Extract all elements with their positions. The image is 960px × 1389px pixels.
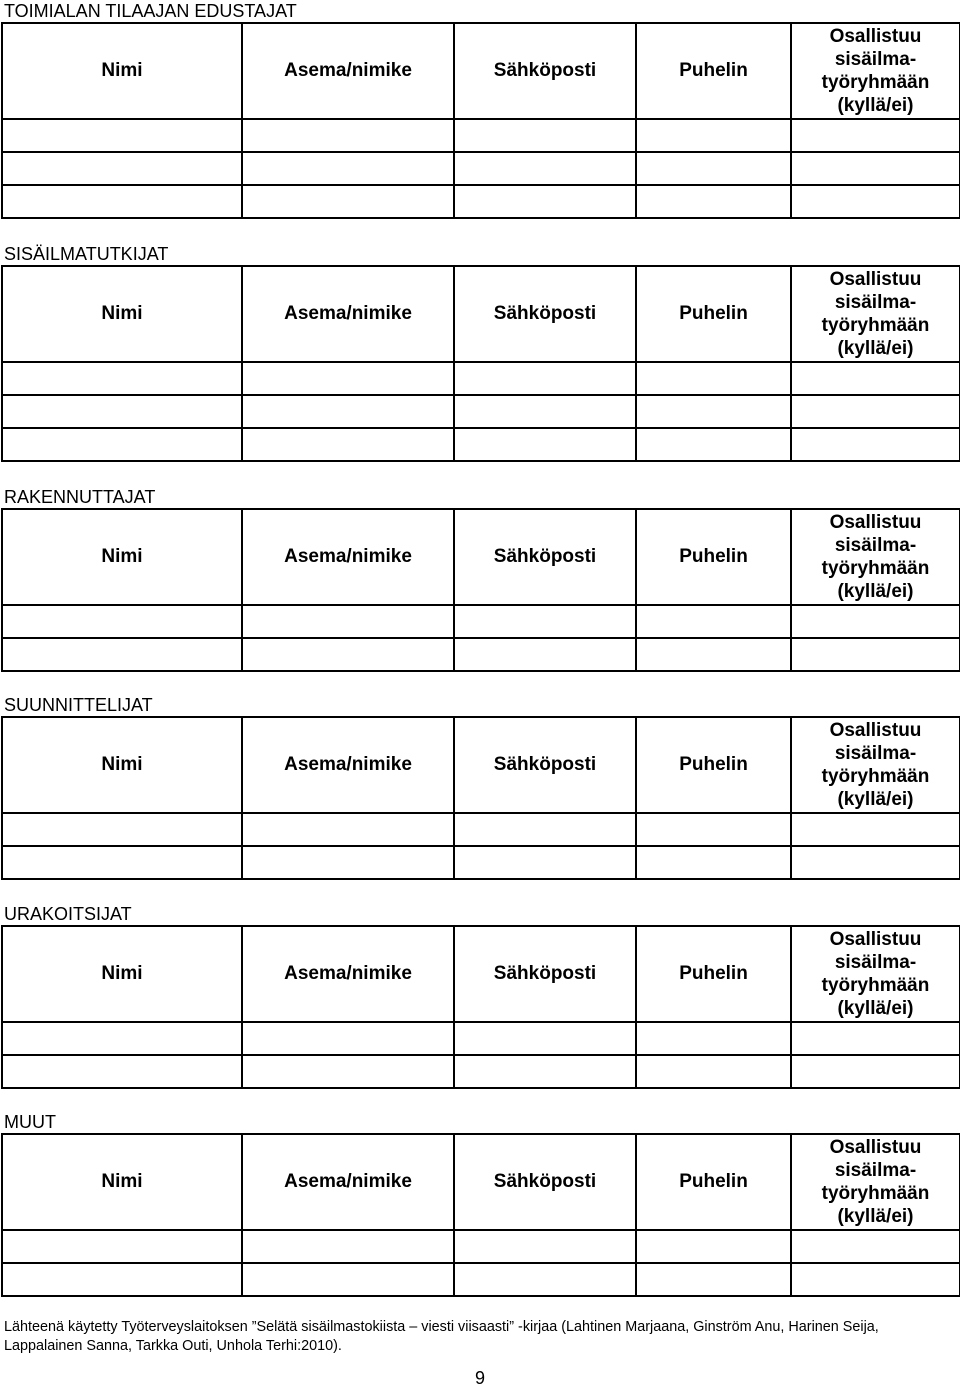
cell-participates[interactable]	[791, 605, 960, 638]
cell-title[interactable]	[242, 119, 454, 152]
cell-participates[interactable]	[791, 846, 960, 879]
cell-email[interactable]	[454, 846, 636, 879]
header-title: Asema/nimike	[242, 266, 454, 362]
table-row	[2, 119, 960, 152]
cell-email[interactable]	[454, 119, 636, 152]
cell-phone[interactable]	[636, 638, 791, 671]
cell-participates[interactable]	[791, 395, 960, 428]
cell-email[interactable]	[454, 1263, 636, 1296]
cell-name[interactable]	[2, 605, 242, 638]
cell-name[interactable]	[2, 846, 242, 879]
cell-phone[interactable]	[636, 119, 791, 152]
cell-name[interactable]	[2, 428, 242, 461]
cell-phone[interactable]	[636, 605, 791, 638]
table-header-row	[2, 1134, 960, 1230]
header-title: Asema/nimike	[242, 926, 454, 1022]
header-name: Nimi	[2, 1134, 242, 1230]
cell-email[interactable]	[454, 395, 636, 428]
contacts-table	[1, 22, 960, 219]
table-row	[2, 152, 960, 185]
table-header-row	[2, 266, 960, 362]
header-phone: Puhelin	[636, 717, 791, 813]
header-title: Asema/nimike	[242, 717, 454, 813]
table-header-row	[2, 717, 960, 813]
cell-email[interactable]	[454, 638, 636, 671]
table-row	[2, 185, 960, 218]
table-row	[2, 846, 960, 879]
header-participates: Osallistuu sisäilma- työryhmään (kyllä/ei)	[791, 509, 960, 605]
cell-phone[interactable]	[636, 152, 791, 185]
header-participates: Osallistuu sisäilma- työryhmään (kyllä/ei)	[791, 926, 960, 1022]
cell-title[interactable]	[242, 152, 454, 185]
cell-phone[interactable]	[636, 1022, 791, 1055]
header-name: Nimi	[2, 717, 242, 813]
cell-name[interactable]	[2, 638, 242, 671]
section-title: TOIMIALAN TILAAJAN EDUSTAJAT	[4, 1, 297, 21]
header-email: Sähköposti	[454, 509, 636, 605]
contacts-table	[1, 925, 960, 1089]
cell-title[interactable]	[242, 846, 454, 879]
header-phone: Puhelin	[636, 926, 791, 1022]
cell-participates[interactable]	[791, 1055, 960, 1088]
contacts-table	[1, 265, 960, 462]
cell-participates[interactable]	[791, 152, 960, 185]
cell-name[interactable]	[2, 185, 242, 218]
cell-phone[interactable]	[636, 1230, 791, 1263]
cell-phone[interactable]	[636, 813, 791, 846]
cell-title[interactable]	[242, 1263, 454, 1296]
cell-email[interactable]	[454, 185, 636, 218]
section-title: URAKOITSIJAT	[4, 904, 132, 924]
cell-participates[interactable]	[791, 1022, 960, 1055]
table-row	[2, 813, 960, 846]
section-title: MUUT	[4, 1112, 56, 1132]
cell-participates[interactable]	[791, 1230, 960, 1263]
cell-name[interactable]	[2, 1022, 242, 1055]
cell-name[interactable]	[2, 1230, 242, 1263]
cell-email[interactable]	[454, 1055, 636, 1088]
header-email: Sähköposti	[454, 717, 636, 813]
table-row	[2, 605, 960, 638]
header-participates: Osallistuu sisäilma- työryhmään (kyllä/ei)	[791, 717, 960, 813]
header-participates: Osallistuu sisäilma- työryhmään (kyllä/ei)	[791, 1134, 960, 1230]
section-title: SUUNNITTELIJAT	[4, 695, 153, 715]
header-email: Sähköposti	[454, 266, 636, 362]
header-email: Sähköposti	[454, 926, 636, 1022]
contacts-table	[1, 508, 960, 672]
cell-title[interactable]	[242, 362, 454, 395]
header-name: Nimi	[2, 23, 242, 119]
section-title: RAKENNUTTAJAT	[4, 487, 156, 507]
cell-email[interactable]	[454, 362, 636, 395]
contacts-table	[1, 716, 960, 880]
header-name: Nimi	[2, 509, 242, 605]
table-row	[2, 1230, 960, 1263]
cell-name[interactable]	[2, 119, 242, 152]
header-title: Asema/nimike	[242, 509, 454, 605]
cell-participates[interactable]	[791, 813, 960, 846]
table-row	[2, 638, 960, 671]
cell-title[interactable]	[242, 605, 454, 638]
cell-participates[interactable]	[791, 638, 960, 671]
table-header-row	[2, 509, 960, 605]
cell-phone[interactable]	[636, 428, 791, 461]
cell-participates[interactable]	[791, 1263, 960, 1296]
cell-participates[interactable]	[791, 185, 960, 218]
cell-email[interactable]	[454, 813, 636, 846]
table-row	[2, 1055, 960, 1088]
cell-name[interactable]	[2, 152, 242, 185]
cell-participates[interactable]	[791, 362, 960, 395]
cell-title[interactable]	[242, 185, 454, 218]
cell-email[interactable]	[454, 1022, 636, 1055]
cell-phone[interactable]	[636, 846, 791, 879]
cell-title[interactable]	[242, 638, 454, 671]
cell-participates[interactable]	[791, 428, 960, 461]
cell-name[interactable]	[2, 1055, 242, 1088]
header-phone: Puhelin	[636, 266, 791, 362]
cell-phone[interactable]	[636, 185, 791, 218]
header-phone: Puhelin	[636, 23, 791, 119]
cell-name[interactable]	[2, 813, 242, 846]
header-participates: Osallistuu sisäilma- työryhmään (kyllä/ei)	[791, 23, 960, 119]
cell-title[interactable]	[242, 1022, 454, 1055]
contacts-table	[1, 1133, 960, 1297]
cell-title[interactable]	[242, 428, 454, 461]
cell-title[interactable]	[242, 813, 454, 846]
cell-phone[interactable]	[636, 1055, 791, 1088]
header-phone: Puhelin	[636, 509, 791, 605]
header-name: Nimi	[2, 266, 242, 362]
header-phone: Puhelin	[636, 1134, 791, 1230]
table-row	[2, 395, 960, 428]
section-title: SISÄILMATUTKIJAT	[4, 244, 169, 264]
header-name: Nimi	[2, 926, 242, 1022]
cell-name[interactable]	[2, 1263, 242, 1296]
cell-name[interactable]	[2, 395, 242, 428]
cell-phone[interactable]	[636, 1263, 791, 1296]
cell-participates[interactable]	[791, 119, 960, 152]
table-row	[2, 1022, 960, 1055]
table-row	[2, 1263, 960, 1296]
cell-email[interactable]	[454, 152, 636, 185]
header-title: Asema/nimike	[242, 23, 454, 119]
cell-title[interactable]	[242, 1230, 454, 1263]
source-note: Lähteenä käytetty Työterveyslaitoksen ”Selätä sisäilmastokiista – viesti viisaasti” -kirjaa (Lahtinen Marjaana, Ginström Anu, Harinen Seija, Lappalainen Sanna, Tarkka Outi, Unhola Terhi:2010).	[4, 1319, 879, 1354]
cell-phone[interactable]	[636, 395, 791, 428]
table-header-row	[2, 23, 960, 119]
cell-email[interactable]	[454, 605, 636, 638]
cell-title[interactable]	[242, 395, 454, 428]
cell-email[interactable]	[454, 1230, 636, 1263]
header-email: Sähköposti	[454, 23, 636, 119]
cell-phone[interactable]	[636, 362, 791, 395]
table-row	[2, 362, 960, 395]
cell-title[interactable]	[242, 1055, 454, 1088]
cell-email[interactable]	[454, 428, 636, 461]
header-participates: Osallistuu sisäilma- työryhmään (kyllä/ei)	[791, 266, 960, 362]
header-email: Sähköposti	[454, 1134, 636, 1230]
cell-name[interactable]	[2, 362, 242, 395]
table-header-row	[2, 926, 960, 1022]
table-row	[2, 428, 960, 461]
header-title: Asema/nimike	[242, 1134, 454, 1230]
page-number: 9	[474, 1368, 485, 1388]
